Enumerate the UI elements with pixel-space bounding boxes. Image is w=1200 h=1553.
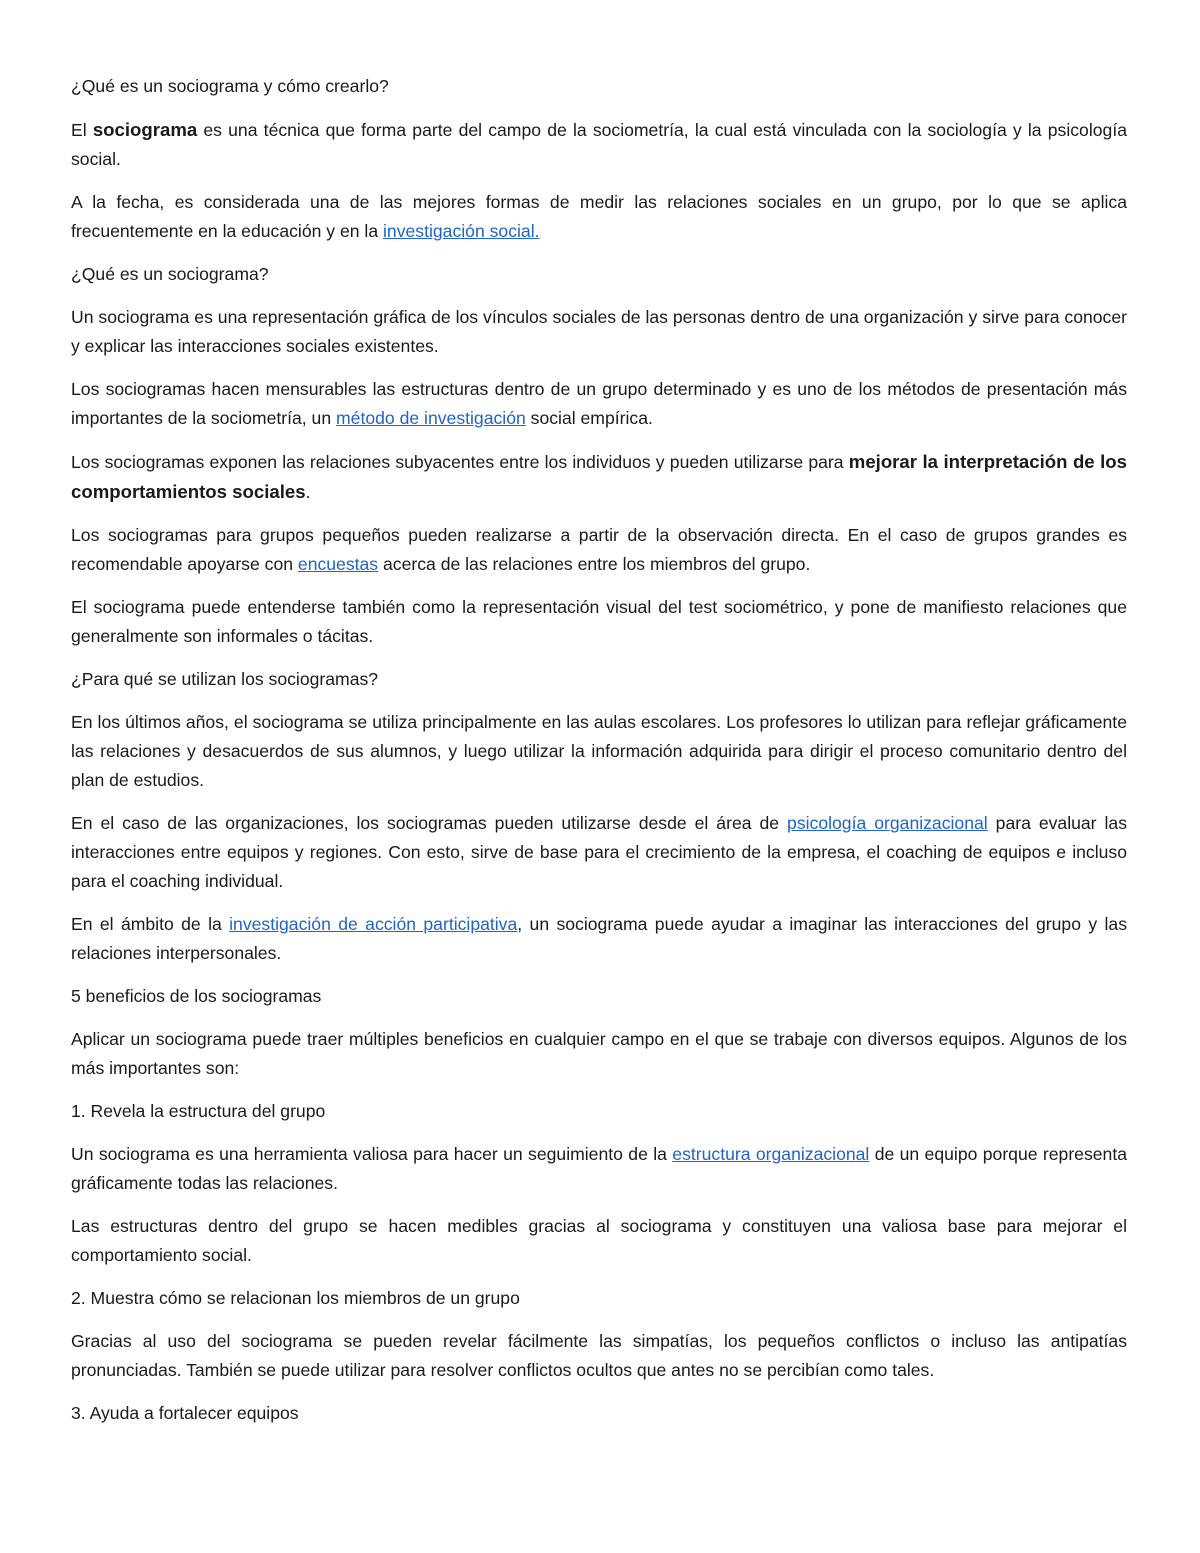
paragraph-measure bbox=[71, 188, 1127, 246]
text-run: En el caso de las organizaciones, los sociogramas pueden utilizarse desde el área de bbox=[71, 813, 788, 833]
paragraph-exponen bbox=[71, 447, 1127, 507]
paragraph-organizaciones bbox=[71, 809, 1127, 896]
paragraph-aplicar: Aplicar un sociograma puede traer múltiples beneficios en cualquier campo en el que se trabaje con diversos equipos. Algunos de los más importantes son: bbox=[71, 1029, 1127, 1078]
paragraph-aulas: En los últimos años, el sociograma se utiliza principalmente en las aulas escolares. Los profesores lo utilizan para reflejar gráficamente las relaciones y desacuerdos de sus alumnos, y luego utilizar la información adquirida para dirigir el proceso comunitario dentro del plan de estudios. bbox=[71, 712, 1127, 790]
heading-benefit-1: 1. Revela la estructura del grupo bbox=[71, 1101, 326, 1121]
paragraph-grupos bbox=[71, 521, 1127, 579]
heading-para-que: ¿Para qué se utilizan los sociogramas? bbox=[71, 669, 379, 689]
link-psicologia-organizacional[interactable]: psicología organizacional bbox=[787, 813, 988, 833]
document-title: ¿Qué es un sociograma y cómo crearlo? bbox=[71, 76, 389, 96]
text-run: acerca de las relaciones entre los miembros del grupo. bbox=[378, 554, 811, 574]
link-metodo-investigacion[interactable]: método de investigación bbox=[336, 408, 526, 428]
text-run: para evaluar las interacciones entre equipos y regiones. Con esto, sirve de base para el crecimiento de la empresa, el coaching de equipos e incluso para el coaching individual. bbox=[71, 813, 1128, 891]
document-page bbox=[71, 72, 1127, 1442]
heading-que-es: ¿Qué es un sociograma? bbox=[71, 264, 269, 284]
text-run: Los sociogramas exponen las relaciones subyacentes entre los individuos y pueden utilizarse para bbox=[71, 452, 849, 472]
paragraph-test: El sociograma puede entenderse también como la representación visual del test sociométrico, y pone de manifiesto relaciones que generalmente son informales o tácitas. bbox=[71, 597, 1127, 646]
text-run: En el ámbito de la bbox=[71, 914, 230, 934]
link-encuestas[interactable]: encuestas bbox=[297, 554, 379, 574]
bold-phrase: mejorar la interpretación de los comportamientos sociales bbox=[71, 451, 1127, 502]
text-run: , un sociograma puede ayudar a imaginar las interacciones del grupo y las relaciones interpersonales. bbox=[71, 914, 1128, 963]
bold-term: sociograma bbox=[92, 119, 198, 140]
text-run: Los sociogramas hacen mensurables las estructuras dentro de un grupo determinado y es uno de los métodos de presentación más importantes de la sociometría, un bbox=[71, 379, 1127, 428]
text-run: Un sociograma es una herramienta valiosa para hacer un seguimiento de la bbox=[71, 1144, 673, 1164]
text-run: Los sociogramas para grupos pequeños pueden realizarse a partir de la observación directa. En el caso de grupos grandes es recomendable apoyarse con bbox=[71, 525, 1127, 574]
paragraph-simpatias: Gracias al uso del sociograma se pueden revelar fácilmente las simpatías, los pequeños conflictos o incluso las antipatías pronunciadas. También se puede utilizar para resolver conflictos ocultos que antes no se percibían como tales. bbox=[71, 1331, 1127, 1380]
text-run: social empírica. bbox=[525, 408, 653, 428]
paragraph-estructuras: Las estructuras dentro del grupo se hacen medibles gracias al sociograma y constituyen una valiosa base para mejorar el comportamiento social. bbox=[71, 1216, 1127, 1265]
heading-benefit-2: 2. Muestra cómo se relacionan los miembros de un grupo bbox=[71, 1288, 520, 1308]
paragraph-herramienta bbox=[71, 1140, 1127, 1198]
text-run: . bbox=[305, 482, 311, 502]
heading-benefit-3: 3. Ayuda a fortalecer equipos bbox=[71, 1403, 299, 1423]
paragraph-intro bbox=[71, 115, 1127, 174]
text-run: A la fecha, es considerada una de las mejores formas de medir las relaciones sociales en un grupo, por lo que se aplica frecuentemente en la educación y en la bbox=[71, 192, 1127, 241]
heading-beneficios: 5 beneficios de los sociogramas bbox=[71, 986, 322, 1006]
text-run: de un equipo porque representa gráficamente todas las relaciones. bbox=[71, 1144, 1128, 1193]
text-run: es una técnica que forma parte del campo de la sociometría, la cual está vinculada con la sociología y la psicología social. bbox=[71, 120, 1127, 169]
paragraph-accion-participativa bbox=[71, 910, 1127, 968]
text-run: El bbox=[71, 120, 93, 140]
link-investigacion-accion[interactable]: investigación de acción participativa bbox=[229, 914, 518, 934]
link-investigacion-social[interactable]: investigación social. bbox=[383, 221, 540, 241]
paragraph-definition: Un sociograma es una representación gráfica de los vínculos sociales de las personas dentro de una organización y sirve para conocer y explicar las interacciones sociales existentes. bbox=[71, 307, 1127, 356]
paragraph-mensurables bbox=[71, 375, 1127, 433]
link-estructura-organizacional[interactable]: estructura organizacional bbox=[672, 1144, 870, 1164]
